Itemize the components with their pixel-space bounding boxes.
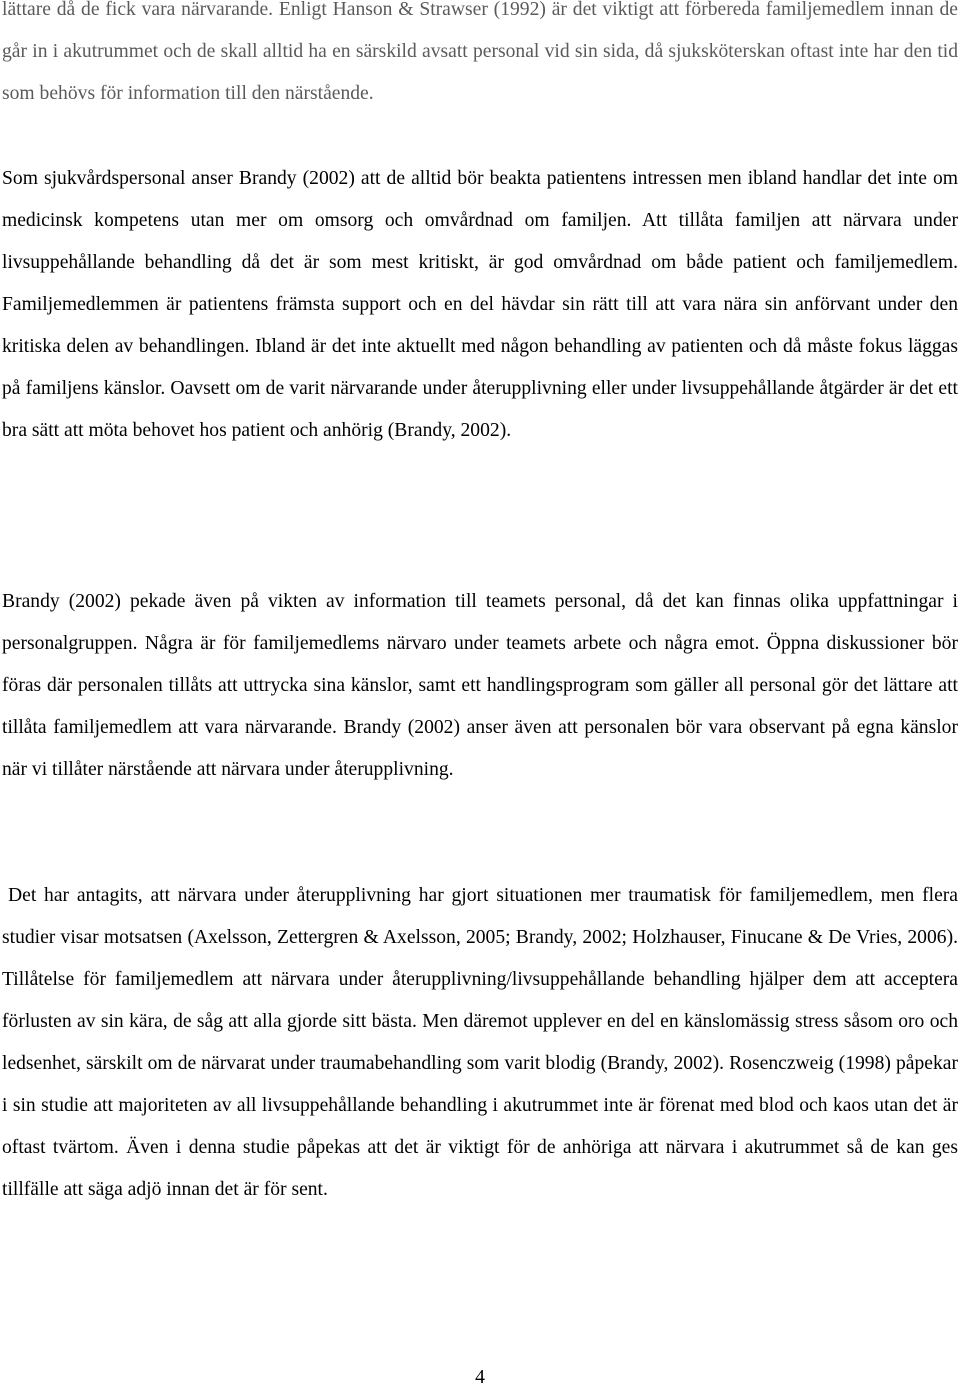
page-number: 4 xyxy=(475,1367,485,1388)
paragraph-4-text: Det har antagits, att närvara under återupplivning har gjort situationen mer traumatisk för familjemedlem, men flera studier visar motsatsen (Axelsson, Zettergren & Axelsson, 2005; Brandy, 2002; Holzhauser, Finucane & De Vries, 2006). Tillåtelse för familjemedlem att närvara under återupplivning/livsuppehållande behandling hjälper dem att acceptera förlusten av sin kära, de såg att alla gjorde sitt bästa. Men däremot upplever en del en känslomässig stress såsom oro och ledsenhet, särskilt om de närvarat under traumabehandling som varit blodig (Brandy, 2002). Rosenczweig (1998) påpekar i sin studie att majoriteten av all livsuppehållande behandling i akutrummet inte är förenat med blod och kaos utan det är oftast tvärtom. Även i denna studie påpekas att det är viktigt för de anhöriga att närvara i akutrummet så de kan ges tillfälle att säga adjö innan det är för sent. xyxy=(2,885,958,1200)
paragraph-2 xyxy=(2,158,958,452)
paragraph-2-text: Som sjukvårdspersonal anser Brandy (2002) att de alltid bör beakta patientens intressen men ibland handlar det inte om medicinsk kompetens utan mer om omsorg och omvårdnad om familjen. Att tillåta familjen att närvara under livsuppehållande behandling då det är som mest kritiskt, är god omvårdnad om både patient och familjemedlem. Familjemedlemmen är patientens främsta support och en del hävdar sin rätt till att vara nära sin anförvant under den kritiska delen av behandlingen. Ibland är det inte aktuellt med någon behandling av patienten och då måste fokus läggas på familjens känslor. Oavsett om de varit närvarande under återupplivning eller under livsuppehållande åtgärder är det ett bra sätt att möta behovet hos patient och anhörig (Brandy, 2002). xyxy=(2,168,958,441)
paragraph-3 xyxy=(2,581,958,791)
paragraph-4 xyxy=(2,875,958,1211)
paragraph-3-text: Brandy (2002) pekade även på vikten av information till teamets personal, då det kan finnas olika uppfattningar i personalgruppen. Några är för familjemedlems närvaro under teamets arbete och några emot. Öppna diskussioner bör föras där personalen tillåts att uttrycka sina känslor, samt ett handlingsprogram som gäller all personal gör det lättare att tillåta familjemedlem att vara närvarande. Brandy (2002) anser även att personalen bör vara observant på egna känslor när vi tillåter närstående att närvara under återupplivning. xyxy=(2,591,958,780)
paragraph-1-text: lättare då de fick vara närvarande. Enligt Hanson & Strawser (1992) är det viktigt att förbereda familjemedlem innan de går in i akutrummet och de skall alltid ha en särskild avsatt personal vid sin sida, då sjuksköterskan oftast inte har den tid som behövs för information till den närstående. xyxy=(2,0,958,104)
paragraph-1 xyxy=(2,0,958,115)
